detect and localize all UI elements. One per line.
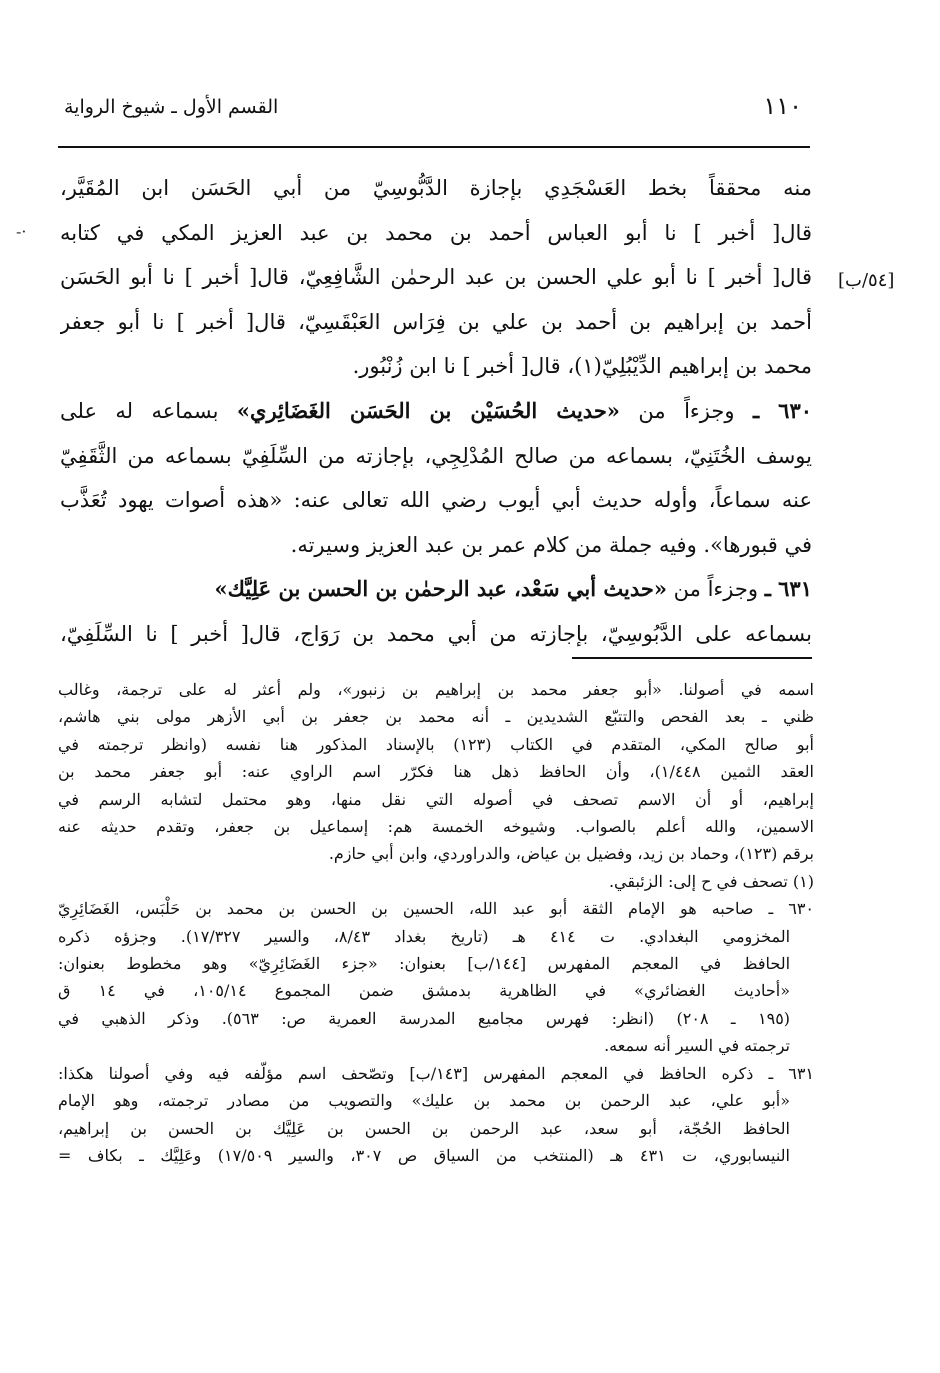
main-text [60, 166, 812, 657]
footnotes [58, 676, 814, 1169]
main-line: محمد بن إبراهيم الدِّيْبُلِيّ(١)، قال[ أخبر ] نا ابن زُنْبُور. [352, 354, 812, 379]
footnote-continued-line: أبو صالح المكي، المتقدم في الكتاب (١٢٣) بالإسناد المذكور هنا نفسه (وانظر ترجمته في [58, 734, 814, 754]
entry-630-first-line [60, 389, 812, 434]
footnote-630-line: ٦٣٠ ـ صاحبه هو الإمام الثقة أبو عبد الله، الحسين بن الحسن بن محمد بن حَلْبَس، الغَضَائِرِيّ [58, 899, 814, 919]
header-rule [58, 146, 810, 148]
footnote-631-line: ٦٣١ ـ ذكره الحافظ في المعجم المفهرس [١٤٣/ب] وتصّحف اسم مؤلّفه فيه وفي أصولنا هكذا: [58, 1063, 814, 1083]
footnote-continued-line: اسمه في أصولنا. «أبو جعفر محمد بن إبراهيم بن زنبور»، ولم أعثر له على ترجمة، وغالب [58, 680, 814, 699]
entry-631-line: بسماعه على الدَّبُوسِيّ، بإجازته من أبي محمد بن رَوَاج، قال[ أخبر ] نا السِّلَفِيّ، [60, 621, 812, 646]
page-header [58, 92, 810, 132]
entry-631-number: ٦٣١ ـ [764, 576, 812, 602]
folio-margin-note: [٥٤/ب] [838, 270, 895, 291]
entry-630-lead: وجزءاً من [638, 398, 735, 423]
margin-dash-mark: -· [16, 222, 27, 241]
entry-630-line: يوسف الخُتَنِيّ، بسماعه من صالح المُدْلِجِي، بإجازته من السِّلَفِيّ بسماعه من الثَّقَفِيّ [60, 443, 812, 468]
entry-630-title: «حديث الحُسَيْن بن الحَسَن الغَضَائِري» [236, 397, 620, 423]
footnote-continued-line: الاسمين، والله أعلم بالصواب. وشيوخه الخمسة هم: إسماعيل بن جعفر، وتقدم حديثه عنه [58, 817, 814, 837]
main-line: قال[ أخبر ] نا أبو علي الحسن بن عبد الرحمٰن الشَّافِعِيّ، قال[ أخبر ] نا أبو الحَسَن [60, 265, 812, 290]
entry-631-title: «حديث أبي سَعْد، عبد الرحمٰن بن الحسن بن عَلِيَّك» [214, 576, 667, 602]
footnote-631-line: النيسابوري، ت ٤٣١ هـ (المنتخب من السياق ص ٣٠٧، والسير ١٧/٥٠٩) وعَلِيَّك ـ بكاف = [58, 1145, 791, 1165]
main-line: قال[ أخبر ] نا أبو العباس أحمد بن محمد بن عبد العزيز المكي في كتابه [60, 220, 812, 245]
main-line: منه محققاً بخط العَسْجَدِي بإجازة الدَّبُّوسِيّ من أبي الحَسَن ابن المُقَيَّر، [60, 176, 812, 200]
footnote-continued-line: العقد الثمين ١/٤٤٨)، وأن الحافظ ذهل هنا فكرّر اسم الراوي عنه: أبو جعفر محمد بن [58, 762, 814, 782]
main-line: أحمد بن إبراهيم بن أحمد بن علي بن فِرَاس العَبْقَسِيّ، قال[ أخبر ] نا أبو جعفر [60, 309, 812, 334]
page-number: ١١٠ [763, 92, 802, 120]
footnote-separator [572, 657, 812, 659]
entry-630-number: ٦٣٠ ـ [752, 397, 812, 423]
entry-630-rest: بسماعه له على [60, 398, 219, 423]
footnote-continued-line: إبراهيم، أو أن الاسم تصحف في أصوله التي نقل منها، وهو محتمل لتشابه الرسم في [58, 789, 814, 809]
footnote-630-line: (١٩٥ ـ ٢٠٨) (انظر: فهرس مجاميع المدرسة العمرية ص: ٥٦٣). وذكر الذهبي في [58, 1008, 791, 1028]
entry-631-lead: وجزءاً من [673, 577, 758, 602]
footnote-1: (١) تصحف في ح إلى: الزئبقي. [608, 871, 814, 891]
footnote-630-line: ترجمته في السير أنه سمعه. [604, 1036, 790, 1056]
footnote-631-line: «أبو علي، عبد الرحمن بن محمد بن عليك» والتصويب من مصادر ترجمته، وهو الإمام [58, 1091, 791, 1111]
running-title: القسم الأول ـ شيوخ الرواية [64, 96, 279, 118]
footnote-continued-line: برقم (١٢٣)، وحماد بن زيد، وفضيل بن عياض، والدراوردي، وابن أبي حازم. [328, 844, 814, 864]
footnote-630-line: المخزومي البغدادي. ت ٤١٤ هـ (تاريخ بغداد ٨/٤٣، والسير ١٧/٣٢٧). وجزؤه ذكره [58, 926, 791, 946]
entry-631-first-line [60, 567, 812, 612]
entry-630-line: في قبورها». وفيه جملة من كلام عمر بن عبد العزيز وسيرته. [290, 532, 812, 557]
entry-630-line: عنه سماعاً، وأوله حديث أبي أيوب رضي الله تعالى عنه: «هذه أصوات يهود تُعَذَّب [60, 488, 812, 513]
footnote-continued-line: ظني ـ بعد الفحص والتتبّع الشديدين ـ أنه محمد بن جعفر بن أبي الأزهر مولى بني هاشم، [58, 707, 814, 727]
footnote-630-line: «أحاديث الغضائري» في الظاهرية بدمشق ضمن المجموع ١٠٥/١٤، في ١٤ ق [58, 981, 790, 1001]
footnote-630-line: الحافظ في المعجم المفهرس [١٤٤/ب] بعنوان: «جزء الغَضَائِرِيّ» وهو مخطوط بعنوان: [58, 954, 791, 974]
footnote-631-line: الحافظ الحُجّة، أبو سعد، عبد الرحمن بن الحسن بن عَلِيَّك بن الحسن بن إبراهيم، [58, 1118, 790, 1138]
